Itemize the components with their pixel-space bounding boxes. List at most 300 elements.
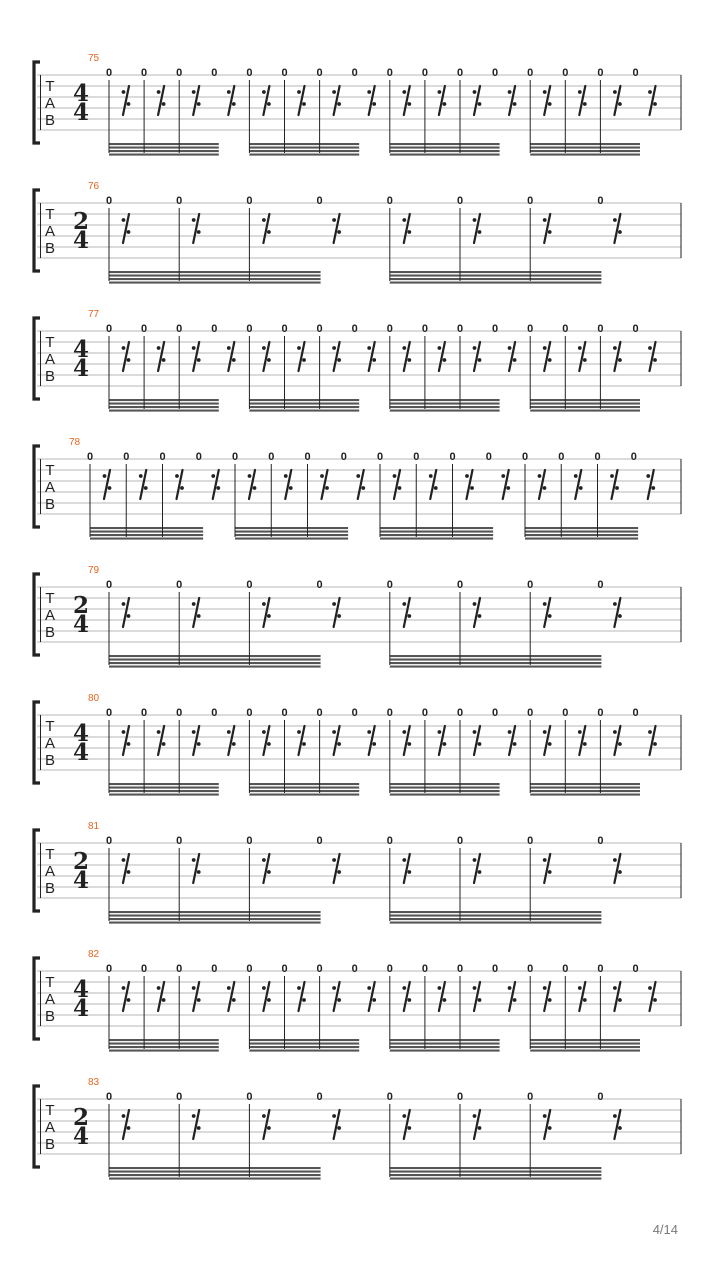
repeat-dot xyxy=(192,730,196,734)
fret-number: 0 xyxy=(492,323,499,335)
beam xyxy=(390,794,500,796)
repeat-dot xyxy=(332,602,336,606)
repeat-dot xyxy=(578,986,582,990)
fret-number: 0 xyxy=(246,707,253,719)
fret-number: 0 xyxy=(456,579,464,591)
repeat-dot xyxy=(337,998,341,1002)
fret-number: 0 xyxy=(632,963,639,975)
repeat-dot xyxy=(610,474,614,478)
fret-number: 0 xyxy=(386,195,393,207)
repeat-dot xyxy=(267,102,271,106)
repeat-dot xyxy=(478,870,482,874)
repeat-dot xyxy=(618,1126,622,1130)
fret-number: 0 xyxy=(231,451,239,463)
repeat-dot xyxy=(543,858,547,862)
fret-number: 0 xyxy=(449,451,456,463)
repeat-dot xyxy=(332,218,336,222)
fret-number: 0 xyxy=(123,451,130,463)
fret-number: 0 xyxy=(316,579,323,591)
beam xyxy=(109,1174,321,1176)
beam xyxy=(390,1039,500,1041)
repeat-dot xyxy=(297,730,301,734)
repeat-dot xyxy=(473,90,477,94)
repeat-dot xyxy=(402,346,406,350)
time-signature-numerator: 2 xyxy=(72,1104,90,1131)
beam xyxy=(109,787,219,789)
repeat-dot xyxy=(473,986,477,990)
beam xyxy=(390,915,602,917)
fret-number: 0 xyxy=(562,67,569,79)
repeat-dot xyxy=(367,90,371,94)
beam xyxy=(249,154,359,156)
fret-number: 0 xyxy=(105,195,113,207)
repeat-dot xyxy=(262,218,266,222)
measure-number: 78 xyxy=(69,437,81,448)
repeat-dot xyxy=(122,218,126,222)
system-bracket xyxy=(34,1086,40,1167)
repeat-dot xyxy=(443,742,447,746)
fret-number: 0 xyxy=(159,451,166,463)
fret-number: 0 xyxy=(316,835,323,847)
tab-clef-letter: B xyxy=(44,1008,56,1025)
fret-number: 0 xyxy=(316,707,323,719)
repeat-dot xyxy=(284,474,288,478)
fret-number: 0 xyxy=(562,323,569,335)
repeat-dot xyxy=(320,474,324,478)
fret-number: 0 xyxy=(176,579,183,591)
repeat-dot xyxy=(543,730,547,734)
repeat-dot xyxy=(127,998,131,1002)
repeat-dot xyxy=(289,486,293,490)
repeat-dot xyxy=(302,742,306,746)
beam xyxy=(530,794,640,796)
repeat-dot xyxy=(337,1126,341,1130)
repeat-dot xyxy=(548,614,552,618)
beam xyxy=(390,918,602,920)
fret-number: 0 xyxy=(246,579,253,591)
fret-number: 0 xyxy=(316,67,323,79)
repeat-dot xyxy=(548,998,552,1002)
repeat-dot xyxy=(262,346,266,350)
beam xyxy=(109,783,219,785)
repeat-dot xyxy=(180,486,184,490)
time-signature-denominator: 4 xyxy=(72,867,90,894)
repeat-dot xyxy=(548,1126,552,1130)
repeat-dot xyxy=(162,102,166,106)
beam xyxy=(109,150,219,152)
beam xyxy=(390,150,500,152)
repeat-dot xyxy=(232,358,236,362)
fret-number: 0 xyxy=(281,323,288,335)
beam xyxy=(109,1178,321,1180)
fret-number: 0 xyxy=(492,67,499,79)
repeat-dot xyxy=(227,90,231,94)
repeat-dot xyxy=(407,102,411,106)
repeat-dot xyxy=(473,346,477,350)
repeat-dot xyxy=(543,986,547,990)
repeat-dot xyxy=(473,1114,477,1118)
repeat-dot xyxy=(653,742,657,746)
staff-system xyxy=(34,693,681,796)
tab-clef-letter: A xyxy=(44,1119,56,1136)
repeat-dot xyxy=(337,742,341,746)
repeat-dot xyxy=(506,486,510,490)
beam xyxy=(530,790,640,792)
repeat-dot xyxy=(356,474,360,478)
repeat-dot xyxy=(478,230,482,234)
beam xyxy=(380,538,493,540)
beam xyxy=(390,790,500,792)
beam xyxy=(109,790,219,792)
staff-system xyxy=(34,181,681,284)
beam xyxy=(390,1046,500,1048)
repeat-dot xyxy=(367,346,371,350)
repeat-dot xyxy=(108,486,112,490)
fret-number: 0 xyxy=(421,707,428,719)
beam xyxy=(90,527,203,529)
repeat-dot xyxy=(407,614,411,618)
beam xyxy=(109,278,321,280)
repeat-dot xyxy=(438,90,442,94)
tab-clef-letter: A xyxy=(44,351,56,368)
fret-number: 0 xyxy=(176,1091,183,1103)
repeat-dot xyxy=(302,358,306,362)
measure-number: 75 xyxy=(88,53,100,64)
repeat-dot xyxy=(548,102,552,106)
staff-system xyxy=(34,309,681,412)
beam xyxy=(530,143,640,145)
beam xyxy=(390,1174,602,1176)
repeat-dot xyxy=(262,986,266,990)
time-signature-denominator: 4 xyxy=(72,1123,90,1150)
repeat-dot xyxy=(513,358,517,362)
fret-number: 0 xyxy=(597,579,604,591)
measure-number: 82 xyxy=(88,949,100,960)
tab-clef-letter: A xyxy=(44,863,56,880)
tab-clef-letter: B xyxy=(44,496,56,513)
repeat-dot xyxy=(613,858,617,862)
repeat-dot xyxy=(508,346,512,350)
system-bracket xyxy=(34,574,40,655)
fret-number: 0 xyxy=(211,67,218,79)
time-signature-denominator: 4 xyxy=(72,99,90,126)
repeat-dot xyxy=(157,90,161,94)
repeat-dot xyxy=(127,1126,131,1130)
repeat-dot xyxy=(127,614,131,618)
beam xyxy=(109,1167,321,1169)
repeat-dot xyxy=(407,1126,411,1130)
repeat-dot xyxy=(337,870,341,874)
measure-number: 79 xyxy=(88,565,100,576)
beam xyxy=(380,531,493,533)
fret-number: 0 xyxy=(316,323,323,335)
fret-number: 0 xyxy=(456,67,464,79)
repeat-dot xyxy=(618,870,622,874)
fret-number: 0 xyxy=(105,835,113,847)
repeat-dot xyxy=(543,1114,547,1118)
repeat-dot xyxy=(127,102,131,106)
beam xyxy=(249,1050,359,1052)
repeat-dot xyxy=(653,102,657,106)
beam xyxy=(380,527,493,529)
fret-number: 0 xyxy=(176,67,183,79)
repeat-dot xyxy=(613,730,617,734)
fret-number: 0 xyxy=(413,451,420,463)
repeat-dot xyxy=(613,986,617,990)
beam xyxy=(109,403,219,405)
beam xyxy=(109,918,321,920)
repeat-dot xyxy=(302,998,306,1002)
repeat-dot xyxy=(470,486,474,490)
beam xyxy=(390,666,602,668)
beam xyxy=(109,275,321,277)
repeat-dot xyxy=(543,602,547,606)
repeat-dot xyxy=(192,218,196,222)
time-signature-denominator: 4 xyxy=(72,739,90,766)
repeat-dot xyxy=(438,730,442,734)
repeat-dot xyxy=(372,998,376,1002)
beam xyxy=(109,143,219,145)
fret-number: 0 xyxy=(105,67,113,79)
tab-clef-letter: A xyxy=(44,991,56,1008)
beam xyxy=(390,275,602,277)
fret-number: 0 xyxy=(281,707,288,719)
staff-system xyxy=(34,821,681,924)
repeat-dot xyxy=(337,102,341,106)
repeat-dot xyxy=(618,998,622,1002)
repeat-dot xyxy=(253,486,257,490)
fret-number: 0 xyxy=(211,707,218,719)
repeat-dot xyxy=(127,230,131,234)
repeat-dot xyxy=(508,986,512,990)
fret-number: 0 xyxy=(351,323,358,335)
beam xyxy=(530,1046,640,1048)
tab-clef-letter: T xyxy=(45,974,55,991)
repeat-dot xyxy=(297,986,301,990)
repeat-dot xyxy=(127,358,131,362)
repeat-dot xyxy=(574,474,578,478)
fret-number: 0 xyxy=(386,707,393,719)
system-bracket xyxy=(34,702,40,783)
repeat-dot xyxy=(407,230,411,234)
beam xyxy=(390,1167,602,1169)
repeat-dot xyxy=(583,998,587,1002)
beam xyxy=(530,154,640,156)
repeat-dot xyxy=(613,346,617,350)
repeat-dot xyxy=(122,346,126,350)
fret-number: 0 xyxy=(105,579,113,591)
repeat-dot xyxy=(513,742,517,746)
repeat-dot xyxy=(618,614,622,618)
fret-number: 0 xyxy=(597,323,604,335)
repeat-dot xyxy=(548,230,552,234)
beam xyxy=(390,655,602,657)
fret-number: 0 xyxy=(176,323,183,335)
fret-number: 0 xyxy=(597,1091,604,1103)
beam xyxy=(249,399,359,401)
repeat-dot xyxy=(325,486,329,490)
repeat-dot xyxy=(473,730,477,734)
repeat-dot xyxy=(232,742,236,746)
beam xyxy=(390,406,500,408)
repeat-dot xyxy=(157,986,161,990)
repeat-dot xyxy=(579,486,583,490)
fret-number: 0 xyxy=(562,707,569,719)
fret-number: 0 xyxy=(632,707,639,719)
fret-number: 0 xyxy=(521,451,529,463)
repeat-dot xyxy=(434,486,438,490)
beam xyxy=(109,154,219,156)
fret-number: 0 xyxy=(492,963,499,975)
repeat-dot xyxy=(122,986,126,990)
fret-number: 0 xyxy=(246,963,253,975)
beam xyxy=(525,531,638,533)
beam xyxy=(109,666,321,668)
beam xyxy=(390,154,500,156)
beam xyxy=(109,1039,219,1041)
time-signature-numerator: 2 xyxy=(72,848,90,875)
repeat-dot xyxy=(648,90,652,94)
beam xyxy=(530,1043,640,1045)
beam xyxy=(235,527,348,529)
beam xyxy=(109,399,219,401)
repeat-dot xyxy=(543,90,547,94)
repeat-dot xyxy=(192,90,196,94)
repeat-dot xyxy=(443,102,447,106)
time-signature-denominator: 4 xyxy=(72,227,90,254)
fret-number: 0 xyxy=(376,451,384,463)
tab-clef-letter: B xyxy=(44,1136,56,1153)
beam xyxy=(235,538,348,540)
beam xyxy=(109,662,321,664)
fret-number: 0 xyxy=(141,963,148,975)
beam xyxy=(249,150,359,152)
fret-number: 0 xyxy=(421,963,428,975)
time-signature-numerator: 2 xyxy=(72,208,90,235)
fret-number: 0 xyxy=(195,451,202,463)
beam xyxy=(90,534,203,536)
repeat-dot xyxy=(407,998,411,1002)
repeat-dot xyxy=(267,230,271,234)
repeat-dot xyxy=(262,1114,266,1118)
repeat-dot xyxy=(618,230,622,234)
beam xyxy=(530,1039,640,1041)
repeat-dot xyxy=(211,474,215,478)
measure-number: 83 xyxy=(88,1077,100,1088)
repeat-dot xyxy=(372,102,376,106)
repeat-dot xyxy=(613,90,617,94)
fret-number: 0 xyxy=(281,67,288,79)
repeat-dot xyxy=(578,90,582,94)
beam xyxy=(109,147,219,149)
fret-number: 0 xyxy=(105,963,113,975)
repeat-dot xyxy=(227,346,231,350)
fret-number: 0 xyxy=(527,835,534,847)
repeat-dot xyxy=(402,858,406,862)
beam xyxy=(525,527,638,529)
fret-number: 0 xyxy=(316,195,323,207)
repeat-dot xyxy=(402,1114,406,1118)
fret-number: 0 xyxy=(632,67,639,79)
repeat-dot xyxy=(372,358,376,362)
tab-clef-letter: T xyxy=(45,718,55,735)
page-number: 4/14 xyxy=(652,1222,678,1237)
repeat-dot xyxy=(478,998,482,1002)
repeat-dot xyxy=(192,346,196,350)
fret-number: 0 xyxy=(386,579,393,591)
fret-number: 0 xyxy=(246,67,253,79)
fret-number: 0 xyxy=(386,67,393,79)
beam xyxy=(390,410,500,412)
repeat-dot xyxy=(402,218,406,222)
repeat-dot xyxy=(267,998,271,1002)
repeat-dot xyxy=(332,730,336,734)
repeat-dot xyxy=(197,870,201,874)
fret-number: 0 xyxy=(597,67,604,79)
repeat-dot xyxy=(262,858,266,862)
repeat-dot xyxy=(398,486,402,490)
repeat-dot xyxy=(192,1114,196,1118)
fret-number: 0 xyxy=(176,707,183,719)
fret-number: 0 xyxy=(597,963,604,975)
fret-number: 0 xyxy=(597,835,604,847)
repeat-dot xyxy=(613,218,617,222)
beam xyxy=(249,410,359,412)
repeat-dot xyxy=(337,358,341,362)
repeat-dot xyxy=(127,870,131,874)
fret-number: 0 xyxy=(316,1091,323,1103)
system-bracket xyxy=(34,830,40,911)
fret-number: 0 xyxy=(246,835,253,847)
beam xyxy=(109,915,321,917)
beam xyxy=(380,534,493,536)
beam xyxy=(530,399,640,401)
repeat-dot xyxy=(103,474,107,478)
fret-number: 0 xyxy=(527,963,534,975)
repeat-dot xyxy=(393,474,397,478)
fret-number: 0 xyxy=(340,451,347,463)
beam xyxy=(109,659,321,661)
beam xyxy=(109,911,321,913)
repeat-dot xyxy=(372,742,376,746)
beam xyxy=(109,794,219,796)
beam xyxy=(390,1050,500,1052)
repeat-dot xyxy=(501,474,505,478)
beam xyxy=(249,1043,359,1045)
tab-clef-letter: T xyxy=(45,206,55,223)
repeat-dot xyxy=(122,730,126,734)
tab-clef-letter: A xyxy=(44,735,56,752)
tab-clef-letter: B xyxy=(44,880,56,897)
fret-number: 0 xyxy=(421,323,428,335)
fret-number: 0 xyxy=(176,195,183,207)
beam xyxy=(109,1046,219,1048)
fret-number: 0 xyxy=(105,1091,113,1103)
repeat-dot xyxy=(438,346,442,350)
repeat-dot xyxy=(162,358,166,362)
time-signature-denominator: 4 xyxy=(72,355,90,382)
fret-number: 0 xyxy=(105,323,113,335)
fret-number: 0 xyxy=(281,963,288,975)
system-bracket xyxy=(34,958,40,1039)
repeat-dot xyxy=(402,730,406,734)
repeat-dot xyxy=(232,102,236,106)
fret-number: 0 xyxy=(485,451,492,463)
repeat-dot xyxy=(232,998,236,1002)
repeat-dot xyxy=(618,742,622,746)
tab-clef-letter: B xyxy=(44,752,56,769)
repeat-dot xyxy=(478,102,482,106)
